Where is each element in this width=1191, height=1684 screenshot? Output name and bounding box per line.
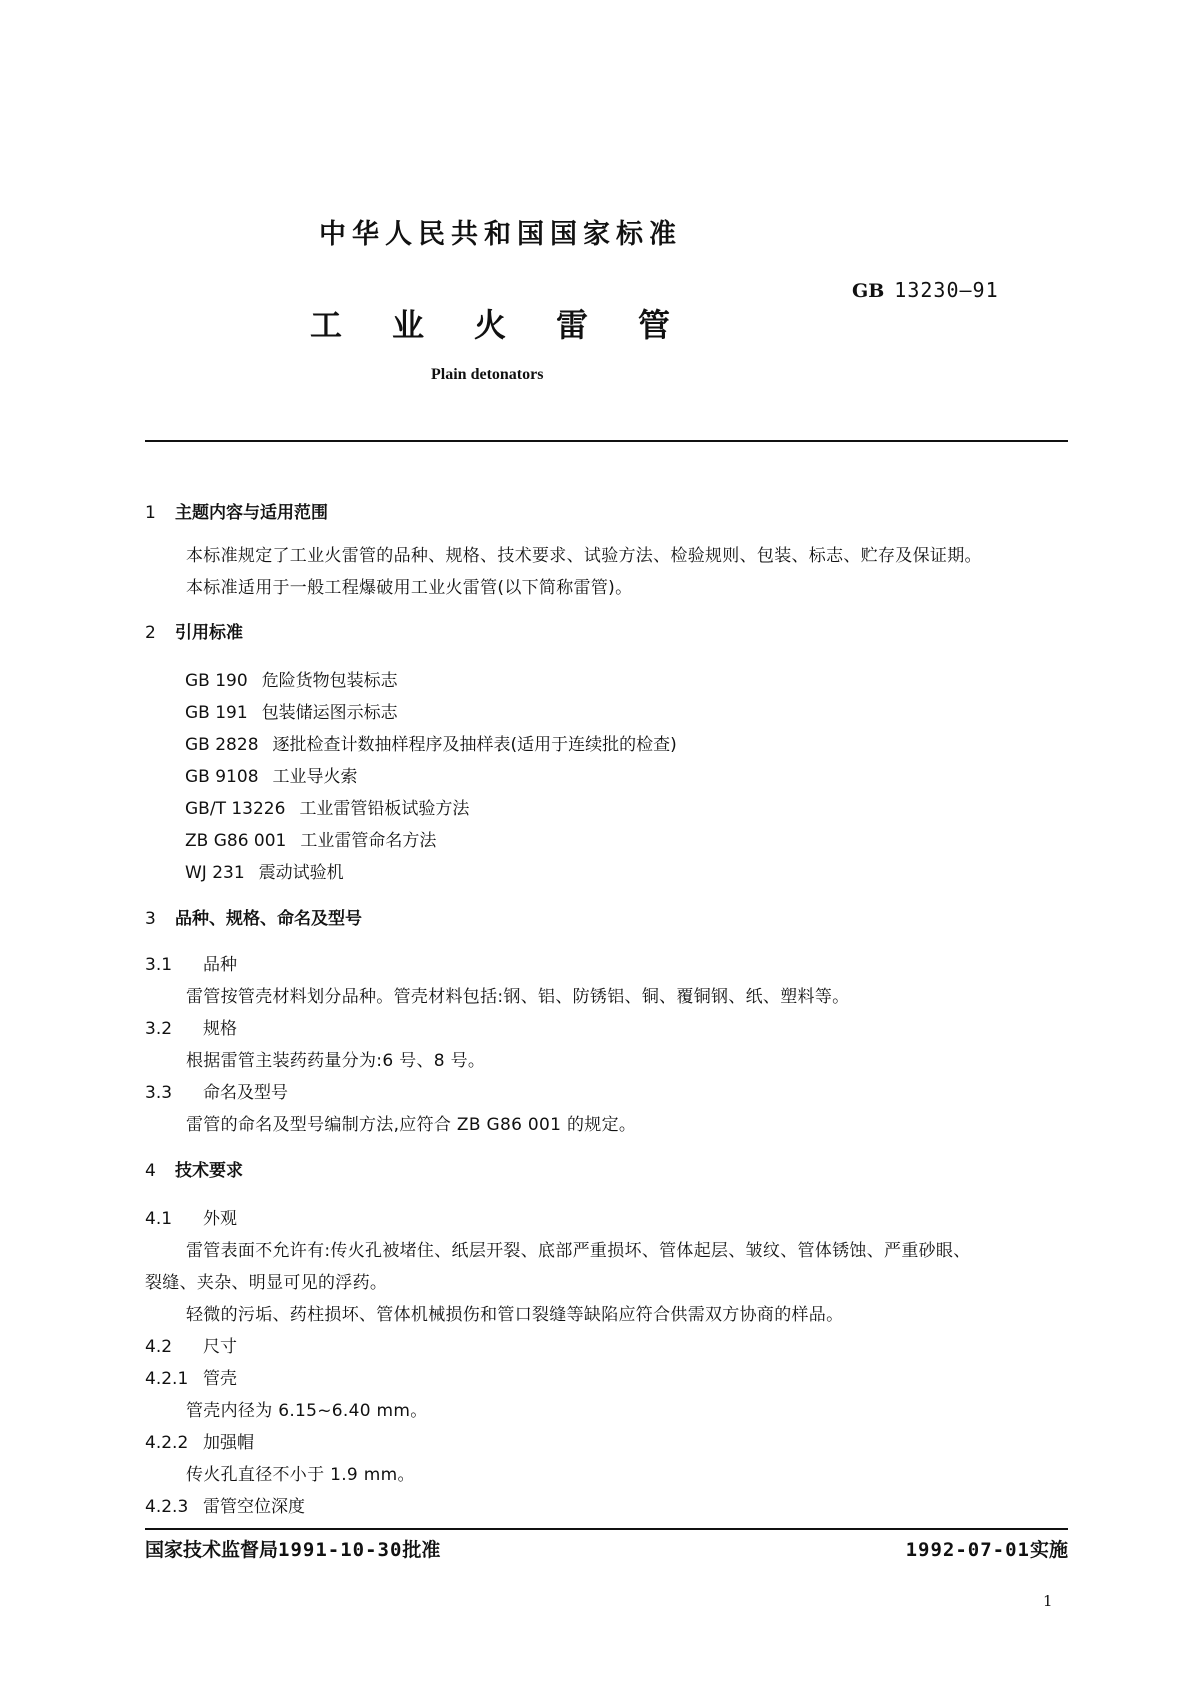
effective-date: 1992-07-01 [905, 1539, 1030, 1561]
reference-name: 工业雷管铅板试验方法 [299, 799, 470, 819]
section-title: 引用标准 [175, 623, 243, 643]
reference-code: GB/T 13226 [185, 799, 286, 819]
standard-code [852, 278, 999, 302]
reference-code: WJ 231 [185, 863, 245, 883]
subsection-heading-3-1 [145, 950, 237, 975]
reference-name: 逐批检查计数抽样程序及抽样表(适用于连续批的检查) [272, 735, 677, 755]
section-heading-1 [145, 498, 328, 523]
reference-name: 震动试验机 [258, 863, 344, 883]
approval-org: 国家技术监督局 [145, 1539, 279, 1561]
approval-date: 1991-10-30 [278, 1539, 403, 1561]
national-standard-heading: 中华人民共和国国家标准 [319, 219, 682, 250]
subsection-number: 3.3 [145, 1083, 173, 1103]
subsection-number: 4.2.3 [145, 1497, 189, 1517]
subsection-title: 加强帽 [203, 1433, 254, 1453]
section-number: 2 [145, 623, 156, 643]
reference-code: GB 191 [185, 703, 248, 723]
reference-item [185, 730, 677, 755]
page-number: 1 [1043, 1592, 1053, 1610]
paragraph: 雷管的命名及型号编制方法,应符合 ZB G86 001 的规定。 [186, 1115, 637, 1135]
reference-code: GB 190 [185, 671, 248, 691]
subsection-title: 外观 [203, 1209, 237, 1229]
reference-name: 工业雷管命名方法 [300, 831, 437, 851]
reference-item [185, 698, 398, 723]
subsection-title: 尺寸 [203, 1337, 237, 1357]
reference-code: GB 2828 [185, 735, 259, 755]
subsection-heading-4-2 [145, 1332, 237, 1357]
reference-item [185, 666, 398, 691]
section-number: 3 [145, 909, 156, 929]
subsection-number: 3.2 [145, 1019, 173, 1039]
paragraph: 本标准适用于一般工程爆破用工业火雷管(以下简称雷管)。 [186, 578, 633, 598]
footer-divider [145, 1528, 1068, 1530]
reference-code: ZB G86 001 [185, 831, 287, 851]
document-title: 工业火雷管 [310, 306, 721, 344]
reference-name: 工业导火索 [272, 767, 358, 787]
subsection-heading-4-2-1 [145, 1364, 237, 1389]
reference-name: 危险货物包装标志 [261, 671, 398, 691]
effective-line [906, 1535, 1068, 1562]
subsection-title: 管壳 [203, 1369, 237, 1389]
subsection-title: 品种 [203, 955, 237, 975]
subsection-number: 4.2 [145, 1337, 173, 1357]
section-heading-3 [145, 904, 362, 929]
reference-item [185, 826, 436, 851]
section-title: 主题内容与适用范围 [175, 503, 328, 523]
subsection-number: 3.1 [145, 955, 173, 975]
paragraph: 管壳内径为 6.15~6.40 mm。 [186, 1401, 428, 1421]
subsection-number: 4.2.1 [145, 1369, 189, 1389]
approval-suffix: 批准 [402, 1539, 441, 1561]
reference-item [185, 794, 469, 819]
subsection-heading-3-3 [145, 1078, 288, 1103]
subsection-heading-4-2-3 [145, 1492, 305, 1517]
paragraph: 传火孔直径不小于 1.9 mm。 [186, 1465, 415, 1485]
subsection-title: 命名及型号 [203, 1083, 288, 1103]
paragraph: 裂缝、夹杂、明显可见的浮药。 [145, 1273, 388, 1293]
section-number: 1 [145, 503, 156, 523]
section-heading-4 [145, 1156, 243, 1181]
document-title-english: Plain detonators [431, 366, 544, 383]
subsection-number: 4.2.2 [145, 1433, 189, 1453]
subsection-heading-4-2-2 [145, 1428, 254, 1453]
subsection-number: 4.1 [145, 1209, 173, 1229]
effective-suffix: 实施 [1029, 1539, 1068, 1561]
reference-item [185, 762, 358, 787]
section-heading-2 [145, 618, 243, 643]
paragraph: 本标准规定了工业火雷管的品种、规格、技术要求、试验方法、检验规则、包装、标志、贮存及保证期。 [186, 546, 982, 566]
subsection-heading-4-1 [145, 1204, 237, 1229]
subsection-heading-3-2 [145, 1014, 237, 1039]
section-title: 技术要求 [175, 1161, 243, 1181]
reference-name: 包装储运图示标志 [261, 703, 398, 723]
standard-code-prefix: GB [852, 280, 885, 302]
standard-code-number: 13230—91 [894, 278, 999, 302]
subsection-title: 规格 [203, 1019, 237, 1039]
section-number: 4 [145, 1161, 156, 1181]
reference-item [185, 858, 344, 883]
header-divider [145, 440, 1068, 442]
paragraph: 根据雷管主装药药量分为:6 号、8 号。 [186, 1051, 486, 1071]
approval-line [145, 1535, 440, 1562]
paragraph: 雷管按管壳材料划分品种。管壳材料包括:钢、铝、防锈铝、铜、覆铜钢、纸、塑料等。 [186, 987, 850, 1007]
paragraph: 轻微的污垢、药柱损坏、管体机械损伤和管口裂缝等缺陷应符合供需双方协商的样品。 [186, 1305, 844, 1325]
section-title: 品种、规格、命名及型号 [175, 909, 362, 929]
subsection-title: 雷管空位深度 [203, 1497, 305, 1517]
reference-code: GB 9108 [185, 767, 259, 787]
paragraph: 雷管表面不允许有:传火孔被堵住、纸层开裂、底部严重损坏、管体起层、皱纹、管体锈蚀、严重砂眼、 [186, 1241, 971, 1261]
